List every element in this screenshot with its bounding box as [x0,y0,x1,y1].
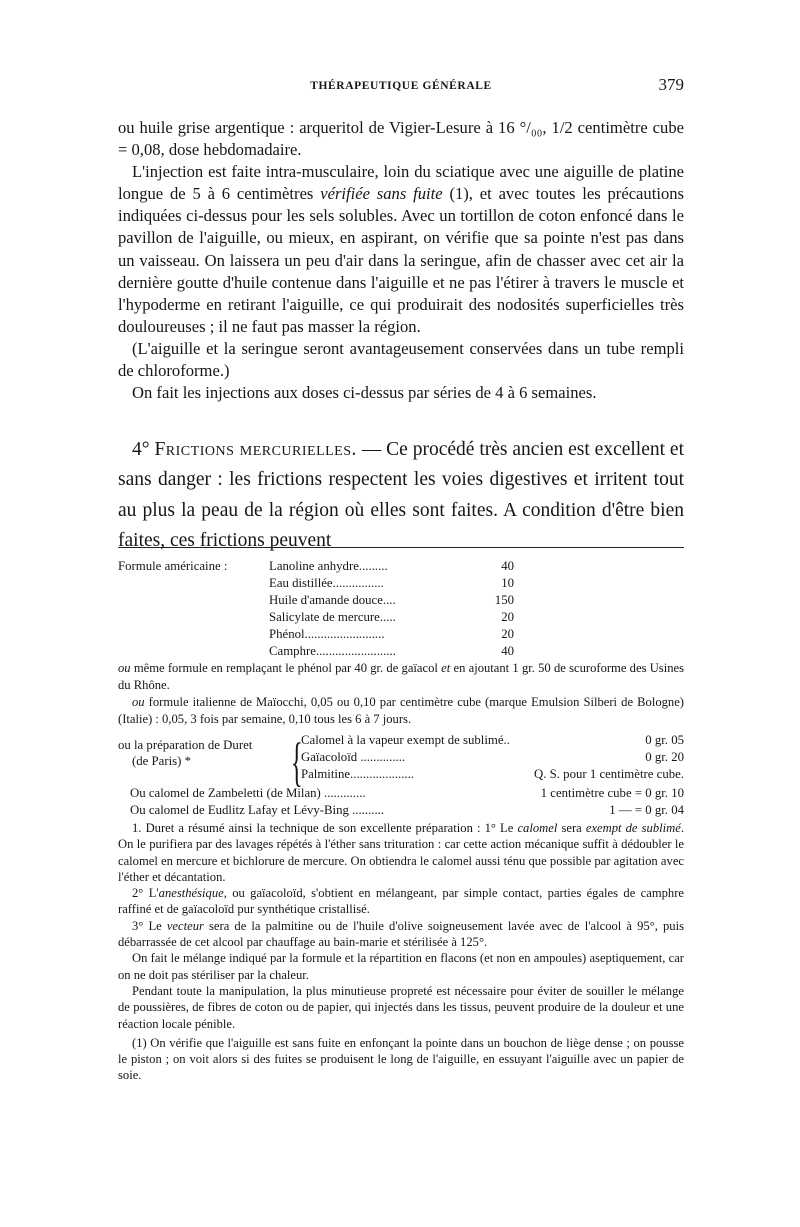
formula-ingredient: Huile d'amande douce.... [269,593,396,607]
section-number: 4° [132,439,150,460]
running-header [118,74,684,98]
alternative-text: Ou calomel de Zambeletti (de Milan) ............. [130,786,366,800]
injection-text-italic: vérifiée sans fuite [320,184,443,204]
formula-row [118,575,684,592]
note-italic: vecteur [166,918,204,933]
note-text: sera de la palmitine ou de l'huile d'olive soigneusement lavée avec de l'alcool à 95°, puis débarrassée de cet alcool par chauffage au bain-marie et stérilisée à 125°. [118,918,684,950]
variant-et: et [441,661,451,675]
alternative-zambeletti [118,785,684,802]
duret-item: Palmitine.................... [301,767,415,781]
duret-dose: Q. S. pour 1 centimètre cube. [534,767,684,781]
formula-quantity: 150 [494,593,514,607]
formula-ingredient: Camphre......................... [269,644,396,658]
formula-variants [118,660,684,728]
footnotes [118,820,684,1084]
variant-text: formule italienne de Maïocchi, 0,05 ou 0,10 par centimètre cube (marque Emulsion Silberi de Bologne) (Italie) : 0,05, 3 fois par semaine, 0,10 tous les 6 à 7 jours. [118,695,684,726]
duret-row [301,766,684,783]
formula-row [118,609,684,626]
formula-quantity: 10 [501,576,514,590]
variant-ou: ou [118,661,131,675]
formula-row [118,643,684,660]
formula-ingredient: Eau distillée................ [269,576,384,590]
paragraph-series: On fait les injections aux doses ci-dessus par séries de 4 à 6 semaines. [132,383,597,403]
note-text: sera [557,821,586,835]
section-text: — Ce procédé très ancien est excellent et sans danger : les frictions respectent les voies digestives et irritent tout au plus la peau de la région où elles sont faites. A condition d'être bien faites, ces frictions peuvent [118,439,685,551]
paragraph-huile-grise: ou huile grise argentique : arqueritol de Vigier-Lesure à 16 °/₀₀, 1/2 centimètre cube = 0,08, dose hebdomadaire. [118,118,684,160]
formula-quantity: 40 [501,559,514,573]
note-anesthesique [118,885,684,918]
note-italic: anesthésique [158,886,224,901]
note-text: 3° Le [132,918,167,933]
footnote-divider [118,547,684,548]
section-paragraph [118,435,684,556]
formula-ingredient: Salicylate de mercure..... [269,610,396,624]
note-text: . On le purifiera par des lavages répétés à l'éther sans trituration : car cette action mécanique suffit à dédoubler le calomel en mercure et bichlorure de mercure. On obtiendra le calomel aussi ténu que possible par agitation avec l'éther et décantation. [118,821,684,884]
running-title: THÉRAPEUTIQUE GÉNÉRALE [310,80,492,92]
alternative-eudlitz [118,802,684,819]
formula-ingredient: Phénol......................... [269,627,385,641]
note-verification-aiguille: (1) On vérifie que l'aiguille est sans fuite en enfonçant la pointe dans un bouchon de liège dense ; on pousse le piston ; on voit alors si des fuites se produisent le long de l'aiguille, en essuyant l'aiguille avec un papier de soie. [118,1035,684,1083]
note-text: 2° L' [132,886,159,901]
curly-brace: { [291,732,303,792]
note-italic: calomel [517,821,558,835]
alternative-text: Ou calomel de Eudlitz Lafay et Lévy-Bing .......... [130,803,385,817]
duret-dose: 0 gr. 05 [645,733,684,747]
duret-dose: 0 gr. 20 [645,750,684,764]
duret-row [301,732,684,749]
formula-row [118,592,684,609]
variant-maiocchi [118,694,684,728]
formula-quantity: 20 [501,610,514,624]
variant-gaiacol [118,660,684,694]
formula-label: Formule américaine : [118,559,228,573]
note-text: , ou gaïacoloïd, s'obtient en mélangeant, par simple contact, parties égales de camphre raffiné et de gaïacoloïd pur synthétique cristallisé. [118,886,684,917]
note-duret-technique [118,820,684,885]
page-number: 379 [658,75,684,94]
formula-row [118,626,684,643]
duret-item: Calomel à la vapeur exempt de sublimé.. [301,733,510,747]
section-frictions [118,435,684,556]
main-text [118,117,684,404]
formula-quantity: 40 [501,644,514,658]
alternative-dose: 1 centimètre cube = 0 gr. 10 [540,786,684,800]
note-vecteur [118,918,684,951]
variant-text-b: en ajoutant 1 gr. 50 de scuroforme des Usines du Rhône. [118,661,684,692]
formula-row [118,558,684,575]
duret-row [301,749,684,766]
duret-location: (de Paris) * [132,754,191,768]
paragraph-injection [118,161,684,338]
variant-ou: ou [132,695,145,709]
note-italic: exempt de sublimé [585,821,681,835]
formula-ingredient: Lanoline anhydre......... [269,559,388,573]
duret-item: Gaïacoloïd .............. [301,750,406,764]
injection-text-b: (1), et avec toutes les précautions indiquées ci-dessus pour les sels solubles. Avec un tortillon de coton enfoncé dans le pavillon de l'aiguille, ou mieux, en aspirant, on vérifie que sa pointe n'est pas dans un vaisseau. On laissera un peu d'air dans la seringue, afin de chasser avec cet air la dernière goutte d'huile contenue dans l'aiguille et ne pas l'étirer à travers le muscle et l'hypoderme en retirant l'aiguille, ce qui produirait des nodosités superficielles très douloureuses ; il ne faut pas masser la région. [118,184,684,336]
formula-quantity: 20 [501,627,514,641]
duret-label: ou la préparation de Duret [118,738,253,752]
paragraph-seringue: (L'aiguille et la seringue seront avantageusement conservées dans un tube rempli de chloroforme.) [118,338,684,381]
section-heading: Frictions mercurielles. [154,439,357,460]
injection-text-a: L'injection est faite intra-musculaire, loin du sciatique avec une aiguille de platine longue de 5 à 6 centimètres [118,162,684,204]
note-melange: On fait le mélange indiqué par la formule et la répartition en flacons (et non en ampoules) aseptiquement, car on ne doit pas stériliser par la chaleur. [118,951,684,982]
variant-text-a: même formule en remplaçant le phénol par 40 gr. de gaïacol [130,661,442,675]
note-text: 1. Duret a résumé ainsi la technique de son excellente préparation : 1° Le [132,821,518,835]
note-proprete: Pendant toute la manipulation, la plus minutieuse propreté est nécessaire pour éviter de souiller le mélange de poussières, de fibres de coton ou de papier, qui injectés dans les tissus, peuvent produire de la douleur et une réaction locale pénible. [118,983,684,1031]
alternative-dose: 1 — = 0 gr. 04 [609,803,684,817]
